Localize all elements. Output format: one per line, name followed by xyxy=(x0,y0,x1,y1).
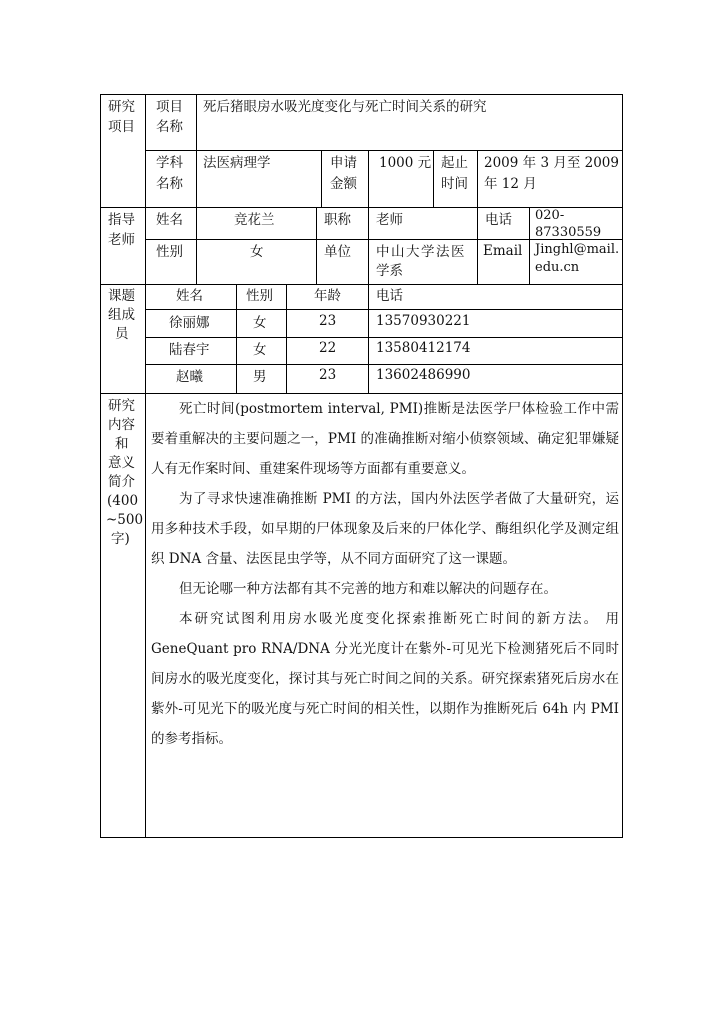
divider-advisor-c1 xyxy=(196,207,197,284)
content-paragraph: 本研究试图利用房水吸光度变化探索推断死亡时间的新方法。 用 GeneQuant pro RNA/DNA 分光光度计在紫外-可见光下检测猪死后不同时间房水的吸光度变化，探讨其与死亡时间之间的关系。研究探索猪死后房水在紫外-可见光下的吸光度与死亡时间的相关性，以期作为推断死后 64h 内 PMI 的参考指标。 xyxy=(151,611,619,747)
discipline-value: 法医病理学 xyxy=(203,155,271,171)
table-border-left xyxy=(100,94,101,838)
advisor-name-value: 竞花兰 xyxy=(234,212,275,228)
content-paragraph: 为了寻求快速准确推断 PMI 的方法，国内外法医学者做了大量研究，运用多种技术手段，如早期的尸体现象及后来的尸体化学、酶组织化学及测定组织 DNA 含量、法医昆虫学等，从不同方面研究了这一课题。 xyxy=(151,491,619,567)
table-border-top xyxy=(100,94,623,95)
label-column-divider xyxy=(145,94,146,838)
divider-advisor-c3 xyxy=(368,207,369,284)
content-paragraph: 死亡时间(postmortem interval, PMI)推断是法医学尸体检验工作中需要着重解决的主要问题之一，PMI 的准确推断对缩小侦察领域、确定犯罪嫌疑人有无作案时间、重建案件现场等方面都有重要意义。 xyxy=(151,401,619,477)
divider-members-c3 xyxy=(368,284,369,393)
divider-period-label-value xyxy=(477,150,478,207)
table-border-right xyxy=(622,94,623,838)
members-header-age: 年龄 xyxy=(314,288,341,304)
table-border-bottom xyxy=(100,837,623,838)
advisor-gender-label: 性别 xyxy=(156,244,183,260)
divider-advisor-c5 xyxy=(529,207,530,284)
divider-members-r1 xyxy=(145,309,623,310)
advisor-unit-label: 单位 xyxy=(324,244,351,260)
divider-project-name-label xyxy=(196,94,197,207)
divider-members-c2 xyxy=(286,284,287,393)
members-header-name: 姓名 xyxy=(176,288,203,304)
divider-discipline-amount-label xyxy=(321,150,322,207)
project-name-value: 死后猪眼房水吸光度变化与死亡时间关系的研究 xyxy=(203,99,487,115)
advisor-phone-label: 电话 xyxy=(485,212,512,228)
divider-advisor-c2 xyxy=(316,207,317,284)
advisor-name-label: 姓名 xyxy=(156,212,183,228)
divider-members-c1 xyxy=(236,284,237,393)
amount-value: 1000 元 xyxy=(379,155,432,171)
divider-project-rows xyxy=(145,150,623,151)
divider-amount-period-label xyxy=(433,150,434,207)
advisor-email-label: Email xyxy=(483,243,523,259)
divider-advisor-members xyxy=(100,284,623,285)
divider-amount-label-value xyxy=(368,150,369,207)
advisor-gender-value: 女 xyxy=(250,244,264,260)
advisor-title-label: 职称 xyxy=(324,212,351,228)
divider-advisor-c4 xyxy=(477,207,478,284)
advisor-title-value: 老师 xyxy=(376,212,403,228)
content-paragraph: 但无论哪一种方法都有其不完善的地方和难以解决的问题存在。 xyxy=(179,581,557,597)
members-header-gender: 性别 xyxy=(246,288,273,304)
members-header-phone: 电话 xyxy=(376,288,403,304)
